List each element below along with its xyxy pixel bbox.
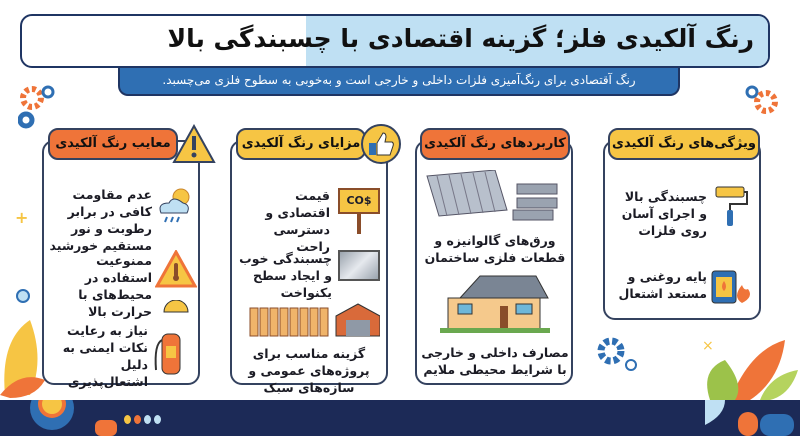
- disadvantage-item: نیاز به رعایت نکات ایمنی به دلیل اشتعال‌پذیری: [62, 323, 148, 389]
- page-title: رنگ آلکیدی فلز؛ گزینه اقتصادی با چسبندگی بالا: [167, 24, 754, 53]
- gear-icon: [740, 82, 780, 118]
- weather-icon: [155, 185, 197, 225]
- advantage-item: قیمت اقتصادی و دسترسی راحت: [265, 188, 330, 254]
- card-applications-title: کاربردهای رنگ آلکیدی: [420, 128, 570, 160]
- subtitle-banner: رنگ آقتصادی برای رنگ‌آمیزی فلزات داخلی و خارجی است و به‌خوبی به سطوح فلزی می‌چسبد.: [118, 68, 680, 96]
- house-icon: [440, 272, 550, 334]
- footer-band: [0, 400, 800, 436]
- card-disadvantages-title: معایب رنگ آلکیدی: [48, 128, 178, 160]
- gear-icon: [18, 84, 58, 130]
- svg-text:×: ×: [702, 338, 714, 354]
- circle-decoration: [16, 289, 30, 303]
- metal-plate-icon: [338, 250, 380, 281]
- footer-decoration: [20, 400, 120, 436]
- feature-item: پایه روغنی و مستعد اشتعال: [618, 269, 707, 301]
- sign-post: [357, 214, 361, 234]
- warning-icon: [172, 124, 216, 164]
- application-item: مصارف داخلی و خارجی با شرایط محیطی ملایم: [421, 345, 569, 377]
- footer-decoration: [690, 400, 800, 436]
- card-features-title: ویژگی‌های رنگ آلکیدی: [608, 128, 760, 160]
- footer-dot: [124, 415, 131, 424]
- footer-dot: [154, 415, 161, 424]
- footer-dot: [134, 415, 141, 424]
- cost-sign-icon: CO$: [338, 188, 380, 214]
- fire-extinguisher-icon: [148, 300, 198, 380]
- gear-icon: [595, 335, 645, 375]
- thumbs-up-icon: [360, 123, 402, 165]
- leaves-decoration: [690, 330, 800, 402]
- metal-sheets-icon: [425, 170, 565, 222]
- paint-roller-icon: [712, 185, 748, 227]
- advantage-item: چسبندگی خوب و ایجاد سطح یکنواخت: [239, 251, 332, 300]
- footer-dot: [144, 415, 151, 424]
- title-box: [20, 14, 770, 68]
- disadvantage-item: عدم مقاومت کافی در برابر رطوبت و نور مستقیم خورشید: [49, 187, 152, 253]
- oil-can-fire-icon: [710, 263, 756, 305]
- disadvantage-item: ممنوعیت استفاده در محیط‌های با حرارت بالا: [78, 253, 152, 319]
- fence-garage-icon: [248, 302, 380, 338]
- advantage-item: گزینه مناسب برای پروژه‌های عمومی و سازه‌های سبک: [248, 346, 370, 395]
- plus-decoration: +: [15, 208, 29, 227]
- card-advantages-title: مزایای رنگ آلکیدی: [236, 128, 366, 160]
- feature-item: چسبندگی بالا و اجرای آسان روی فلزات: [621, 189, 707, 238]
- heat-warning-icon: [155, 250, 197, 288]
- application-item: ورق‌های گالوانیزه و قطعات فلزی ساختمان: [424, 233, 566, 265]
